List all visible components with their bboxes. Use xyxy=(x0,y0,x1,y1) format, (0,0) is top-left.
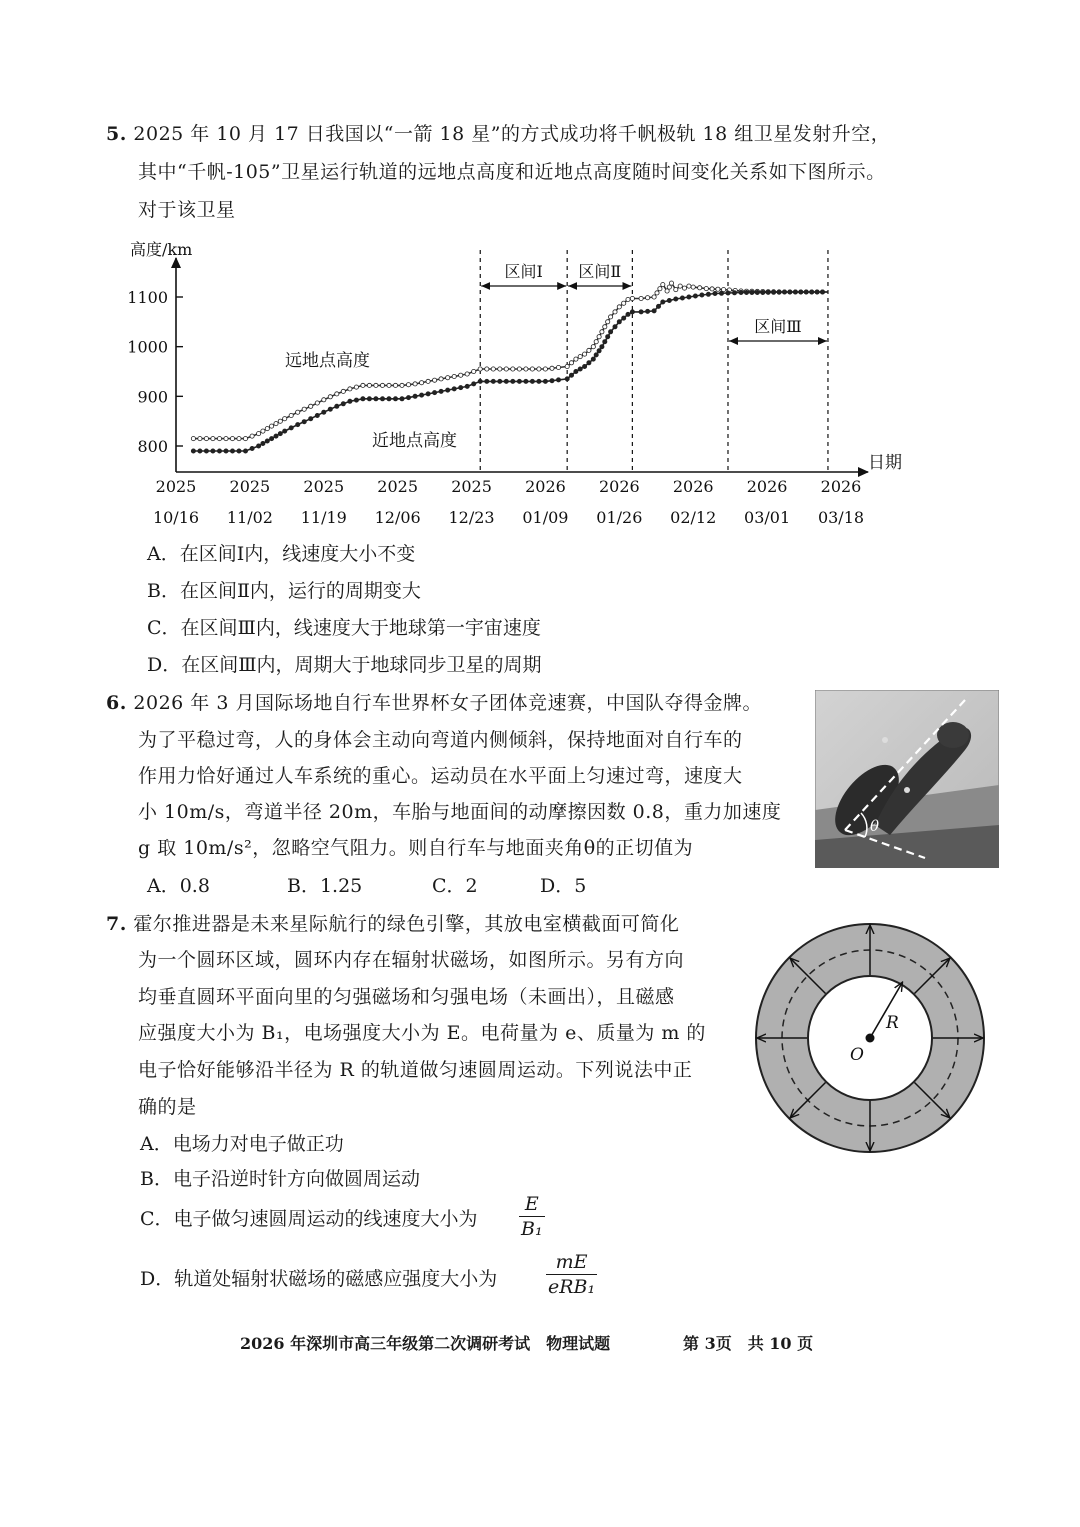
q7-option-c: C．电子做匀速圆周运动的线速度大小为 xyxy=(140,1208,478,1230)
apogee-series-point xyxy=(591,345,595,349)
apogee-series-point xyxy=(380,383,384,387)
apogee-series-point xyxy=(517,367,521,371)
apogee-series-point xyxy=(556,365,560,369)
apogee-series-point xyxy=(594,340,598,344)
perigee-series-point xyxy=(680,296,684,300)
perigee-series-point xyxy=(622,316,626,320)
apogee-series-point xyxy=(198,437,202,441)
perigee-series-point xyxy=(302,420,306,424)
q7-stem-2: 为一个圆环区域，圆环内存在辐射状磁场，如图所示。另有方向 xyxy=(138,949,685,971)
perigee-series-point xyxy=(315,413,319,417)
perigee-series-point xyxy=(594,353,598,357)
perigee-series-point xyxy=(744,290,748,294)
perigee-series-point xyxy=(799,290,803,294)
perigee-series-point xyxy=(617,320,621,324)
perigee-series-point xyxy=(726,291,730,295)
fraction-bar xyxy=(546,1274,597,1275)
x-tick-date: 12/23 xyxy=(448,508,495,527)
perigee-series-point xyxy=(793,290,797,294)
perigee-series-point xyxy=(804,290,808,294)
perigee-series-point xyxy=(191,449,195,453)
perigee-series-point xyxy=(433,391,437,395)
q6-option-c: C．2 xyxy=(432,875,478,897)
apogee-series-point xyxy=(661,283,665,287)
apogee-series-point xyxy=(230,437,234,441)
perigee-series-point xyxy=(815,290,819,294)
perigee-series-point xyxy=(257,444,261,448)
ring-field-figure xyxy=(750,918,990,1158)
perigee-series-point xyxy=(309,417,313,421)
apogee-series-point xyxy=(622,301,626,305)
x-tick-year: 2025 xyxy=(155,477,197,496)
q7-option-a: A．电场力对电子做正功 xyxy=(140,1133,344,1155)
apogee-series-point xyxy=(704,287,708,291)
perigee-series-point xyxy=(420,393,424,397)
perigee-series-point xyxy=(661,300,665,304)
apogee-series-point xyxy=(587,348,591,352)
apogee-series-point xyxy=(530,367,534,371)
perigee-annotation: 近地点高度 xyxy=(372,431,457,451)
x-tick-date: 02/12 xyxy=(670,508,717,527)
apogee-series-point xyxy=(361,383,365,387)
perigee-series-point xyxy=(274,434,278,438)
apogee-series-point xyxy=(426,379,430,383)
perigee-series-point xyxy=(687,295,691,299)
perigee-series-point xyxy=(348,399,352,403)
perigee-series-point xyxy=(517,379,521,383)
apogee-series-point xyxy=(606,320,610,324)
apogee-series-point xyxy=(322,398,326,402)
perigee-series-point xyxy=(652,309,656,313)
q5-stem-2: 其中“千帆-105”卫星运行轨道的远地点高度和近地点高度随时间变化关系如下图所示。 xyxy=(138,161,886,183)
theta-label: θ xyxy=(870,817,880,835)
apogee-series-point xyxy=(617,305,621,309)
perigee-series-point xyxy=(766,290,770,294)
perigee-series-point xyxy=(472,382,476,386)
q7-option-d-denominator: eRB₁ xyxy=(548,1276,596,1298)
apogee-series-point xyxy=(569,361,573,365)
q6-stem-2: 为了平稳过弯，人的身体会主动向弯道内侧倾斜，保持地面对自行车的 xyxy=(138,729,743,751)
q6-option-b: B．1.25 xyxy=(287,875,363,897)
perigee-series-point xyxy=(609,330,613,334)
perigee-series-point xyxy=(498,379,502,383)
perigee-series-point xyxy=(755,290,759,294)
q7-option-c-denominator: B₁ xyxy=(521,1218,543,1240)
perigee-series-point xyxy=(713,291,717,295)
apogee-series-point xyxy=(491,367,495,371)
perigee-series-point xyxy=(530,379,534,383)
perigee-series-point xyxy=(587,361,591,365)
perigee-series-point xyxy=(328,407,332,411)
apogee-series-point xyxy=(550,366,554,370)
apogee-series-point xyxy=(504,367,508,371)
apogee-series-point xyxy=(309,404,313,408)
perigee-series-point xyxy=(597,349,601,353)
perigee-series-point xyxy=(524,379,528,383)
q5-stem-1: 2025 年 10 月 17 日我国以“一箭 18 星”的方式成功将千帆极轨 18 组卫星发射升空， xyxy=(133,123,891,145)
apogee-series-point xyxy=(609,315,613,319)
perigee-series-point xyxy=(772,290,776,294)
apogee-series-point xyxy=(574,357,578,361)
apogee-series-point xyxy=(217,437,221,441)
apogee-series-point xyxy=(716,287,720,291)
apogee-series-point xyxy=(652,295,656,299)
perigee-series-point xyxy=(380,397,384,401)
apogee-series-point xyxy=(565,364,569,368)
x-tick-date: 11/19 xyxy=(300,508,347,527)
perigee-series-point xyxy=(426,392,430,396)
perigee-series-point xyxy=(639,310,643,314)
footer-page: 第 3页 共 10 页 xyxy=(683,1334,814,1353)
apogee-series-point xyxy=(669,281,673,285)
apogee-series-point xyxy=(315,401,319,405)
perigee-series-point xyxy=(224,449,228,453)
q5-option-c: C．在区间Ⅲ内，线速度大于地球第一宇宙速度 xyxy=(147,617,541,639)
perigee-series-point xyxy=(706,292,710,296)
perigee-series-point xyxy=(393,397,397,401)
perigee-series-point xyxy=(732,291,736,295)
interval-label: 区间Ⅱ xyxy=(578,262,622,281)
footer-title: 2026 年深圳市高三年级第二次调研考试 物理试题 xyxy=(240,1334,611,1353)
apogee-series-point xyxy=(603,325,607,329)
x-tick-year: 2026 xyxy=(598,477,640,496)
apogee-series-point xyxy=(354,385,358,389)
apogee-series-point xyxy=(328,395,332,399)
apogee-series-point xyxy=(250,434,254,438)
apogee-series-point xyxy=(211,437,215,441)
interval-label: 区间Ⅰ xyxy=(504,262,543,281)
q7-number: 7. xyxy=(106,913,127,935)
x-axis-label: 日期 xyxy=(868,453,902,473)
y-tick-label: 1100 xyxy=(127,288,168,307)
apogee-series-point xyxy=(274,422,278,426)
orbit-height-chart xyxy=(0,0,1080,540)
apogee-series-point xyxy=(667,285,671,289)
apogee-series-point xyxy=(478,367,482,371)
apogee-series-point xyxy=(237,437,241,441)
apogee-series-point xyxy=(655,291,659,295)
q7-stem-5: 电子恰好能够沿半径为 R 的轨道做匀速圆周运动。下列说法中正 xyxy=(138,1059,693,1081)
interval-label: 区间Ⅲ xyxy=(754,317,802,336)
x-tick-date: 10/16 xyxy=(152,508,200,527)
perigee-series-point xyxy=(452,387,456,391)
q7-stem-1: 霍尔推进器是未来星际航行的绿色引擎，其放电室横截面可简化 xyxy=(133,913,680,935)
perigee-series-point xyxy=(439,389,443,393)
q5-stem-3: 对于该卫星 xyxy=(138,199,236,221)
perigee-series-point xyxy=(211,449,215,453)
perigee-series-point xyxy=(761,290,765,294)
perigee-series-point xyxy=(565,377,569,381)
perigee-series-point xyxy=(511,379,515,383)
perigee-series-point xyxy=(693,294,697,298)
apogee-series-point xyxy=(597,335,601,339)
apogee-series-point xyxy=(302,407,306,411)
apogee-series-point xyxy=(387,383,391,387)
apogee-series-point xyxy=(283,417,287,421)
q7-option-c-numerator: E xyxy=(524,1193,539,1215)
x-tick-date: 12/06 xyxy=(374,508,421,527)
apogee-series-point xyxy=(600,330,604,334)
perigee-series-point xyxy=(719,291,723,295)
apogee-series-point xyxy=(393,383,397,387)
perigee-series-point xyxy=(504,379,508,383)
q6-number: 6. xyxy=(106,692,127,714)
apogee-series-point xyxy=(524,367,528,371)
y-tick-label: 1000 xyxy=(127,337,168,357)
perigee-series-point xyxy=(646,309,650,313)
perigee-series-point xyxy=(270,437,274,441)
apogee-series-point xyxy=(646,296,650,300)
apogee-series-point xyxy=(678,284,682,288)
perigee-series-point xyxy=(591,357,595,361)
apogee-series-point xyxy=(626,297,630,301)
x-tick-date: 01/09 xyxy=(522,508,569,527)
q7-stem-6: 确的是 xyxy=(138,1096,197,1118)
x-tick-date: 01/26 xyxy=(596,508,643,527)
perigee-series-point xyxy=(739,290,743,294)
y-tick-label: 900 xyxy=(137,387,168,407)
apogee-series-point xyxy=(543,367,547,371)
apogee-series-point xyxy=(367,383,371,387)
perigee-series-point xyxy=(788,290,792,294)
apogee-series-point xyxy=(296,410,300,414)
apogee-series-point xyxy=(243,437,247,441)
perigee-series-point xyxy=(626,312,630,316)
apogee-series-point xyxy=(665,289,669,293)
apogee-series-point xyxy=(691,285,695,289)
perigee-series-point xyxy=(283,429,287,433)
x-tick-year: 2026 xyxy=(672,477,714,496)
apogee-series-point xyxy=(420,381,424,385)
q5-option-b: B．在区间Ⅱ内，运行的周期变大 xyxy=(147,580,421,602)
apogee-series-point xyxy=(583,352,587,356)
apogee-series-point xyxy=(289,413,293,417)
perigee-series-point xyxy=(550,379,554,383)
perigee-series-point xyxy=(354,398,358,402)
apogee-series-point xyxy=(687,284,691,288)
y-axis-label: 高度/km xyxy=(130,240,193,259)
perigee-series-point xyxy=(204,449,208,453)
apogee-series-point xyxy=(446,376,450,380)
apogee-series-point xyxy=(433,378,437,382)
apogee-series-point xyxy=(400,383,404,387)
perigee-series-point xyxy=(465,384,469,388)
apogee-annotation: 远地点高度 xyxy=(285,351,370,371)
apogee-series-point xyxy=(204,437,208,441)
perigee-series-point xyxy=(198,449,202,453)
apogee-series-point xyxy=(485,367,489,371)
apogee-series-point xyxy=(439,377,443,381)
x-tick-year: 2025 xyxy=(377,477,419,496)
apogee-series-point xyxy=(257,432,261,436)
apogee-series-point xyxy=(674,288,678,292)
x-tick-date: 11/02 xyxy=(226,508,273,527)
x-tick-year: 2025 xyxy=(229,477,271,496)
perigee-series-point xyxy=(289,426,293,430)
perigee-series-point xyxy=(243,449,247,453)
fraction-bar xyxy=(519,1216,545,1217)
x-tick-year: 2025 xyxy=(451,477,492,496)
perigee-series-point xyxy=(485,379,489,383)
perigee-series-point xyxy=(569,373,573,377)
perigee-series-point xyxy=(374,397,378,401)
apogee-series-point xyxy=(639,296,643,300)
perigee-series-point xyxy=(750,290,754,294)
q7-stem-3: 均垂直圆环平面向里的匀强磁场和匀强电场（未画出），且磁感 xyxy=(138,986,675,1008)
perigee-series-point xyxy=(700,293,704,297)
apogee-series-point xyxy=(511,367,515,371)
perigee-series-point xyxy=(230,449,234,453)
apogee-series-point xyxy=(498,367,502,371)
q7-option-d: D．轨道处辐射状磁场的磁感应强度大小为 xyxy=(140,1268,498,1290)
apogee-series-point xyxy=(537,367,541,371)
q6-stem-5: g 取 10m/s²，忽略空气阻力。则自行车与地面夹角θ的正切值为 xyxy=(138,837,694,859)
perigee-series-point xyxy=(600,345,604,349)
perigee-series-point xyxy=(400,397,404,401)
perigee-series-point xyxy=(250,446,254,450)
perigee-series-point xyxy=(341,402,345,406)
perigee-series-point xyxy=(782,290,786,294)
cyclist-photo xyxy=(815,690,999,868)
x-tick-date: 03/18 xyxy=(817,508,865,527)
apogee-series-point xyxy=(413,382,417,386)
perigee-series-point xyxy=(656,304,660,308)
perigee-series-point xyxy=(556,378,560,382)
q5-number: 5. xyxy=(106,123,127,145)
perigee-series-point xyxy=(406,396,410,400)
apogee-series-point xyxy=(265,427,269,431)
q6-stem-1: 2026 年 3 月国际场地自行车世界杯女子团体竞速赛，中国队夺得金牌。 xyxy=(133,692,762,714)
perigee-series-point xyxy=(583,364,587,368)
perigee-series-point xyxy=(335,404,339,408)
perigee-series-point xyxy=(387,397,391,401)
radius-label: R xyxy=(886,1013,899,1033)
apogee-series-point xyxy=(698,286,702,290)
perigee-series-line xyxy=(193,292,828,451)
perigee-series-point xyxy=(361,397,365,401)
perigee-series-point xyxy=(261,441,265,445)
perigee-series-point xyxy=(296,423,300,427)
apogee-series-point xyxy=(452,374,456,378)
apogee-series-point xyxy=(224,437,228,441)
perigee-series-point xyxy=(537,379,541,383)
q7-line-1 xyxy=(106,911,679,937)
perigee-series-point xyxy=(217,449,221,453)
q5-option-a: A．在区间Ⅰ内，线速度大小不变 xyxy=(147,543,416,565)
apogee-series-point xyxy=(472,369,476,373)
perigee-series-point xyxy=(603,340,607,344)
q7-option-d-fraction xyxy=(546,1251,597,1298)
q6-line-1 xyxy=(106,690,762,716)
x-tick-year: 2025 xyxy=(303,477,345,496)
y-tick-label: 800 xyxy=(137,437,168,456)
q7-option-b: B．电子沿逆时针方向做圆周运动 xyxy=(140,1168,420,1190)
q6-stem-3: 作用力恰好通过人车系统的重心。运动员在水平面上匀速过弯，速度大 xyxy=(138,765,743,787)
perigee-series-point xyxy=(777,290,781,294)
perigee-series-point xyxy=(674,297,678,301)
perigee-series-point xyxy=(491,379,495,383)
perigee-series-point xyxy=(574,369,578,373)
q7-option-c-fraction xyxy=(519,1193,545,1240)
perigee-series-point xyxy=(237,449,241,453)
perigee-series-point xyxy=(322,410,326,414)
perigee-series-point xyxy=(578,367,582,371)
x-tick-date: 03/01 xyxy=(744,508,791,527)
x-tick-year: 2026 xyxy=(820,477,862,496)
apogee-series-point xyxy=(578,355,582,359)
apogee-series-point xyxy=(270,424,274,428)
apogee-series-point xyxy=(613,310,617,314)
perigee-series-point xyxy=(265,439,269,443)
q6-stem-4: 小 10m/s，弯道半径 20m，车胎与地面间的动摩擦因数 0.8，重力加速度 xyxy=(138,801,782,823)
perigee-series-point xyxy=(446,388,450,392)
apogee-series-point xyxy=(335,392,339,396)
perigee-series-point xyxy=(367,397,371,401)
perigee-series-point xyxy=(667,298,671,302)
perigee-series-point xyxy=(606,335,610,339)
apogee-series-point xyxy=(465,372,469,376)
apogee-series-point xyxy=(374,383,378,387)
perigee-series-point xyxy=(413,394,417,398)
perigee-series-point xyxy=(543,379,547,383)
perigee-series-point xyxy=(278,432,282,436)
q7-option-d-numerator: mE xyxy=(555,1251,588,1273)
perigee-series-point xyxy=(820,290,824,294)
apogee-series-point xyxy=(341,389,345,393)
q6-option-a: A．0.8 xyxy=(147,875,210,897)
apogee-series-point xyxy=(682,286,686,290)
apogee-series-point xyxy=(278,419,282,423)
x-tick-year: 2026 xyxy=(525,477,566,496)
apogee-series-point xyxy=(658,287,662,291)
apogee-series-point xyxy=(630,296,634,300)
apogee-series-point xyxy=(710,287,714,291)
q5-option-d: D．在区间Ⅲ内，周期大于地球同步卫星的周期 xyxy=(147,654,542,676)
perigee-series-point xyxy=(630,310,634,314)
apogee-series-point xyxy=(459,373,463,377)
q6-option-d: D．5 xyxy=(540,875,587,897)
apogee-series-point xyxy=(261,429,265,433)
perigee-series-point xyxy=(459,386,463,390)
perigee-series-point xyxy=(810,290,814,294)
perigee-series-point xyxy=(613,325,617,329)
perigee-series-point xyxy=(478,379,482,383)
q7-stem-4: 应强度大小为 B₁，电场强度大小为 E。电荷量为 e、质量为 m 的 xyxy=(138,1022,706,1044)
apogee-series-point xyxy=(406,383,410,387)
apogee-series-point xyxy=(348,387,352,391)
center-label: O xyxy=(850,1045,864,1065)
apogee-series-point xyxy=(191,437,195,441)
x-tick-year: 2026 xyxy=(746,477,788,496)
